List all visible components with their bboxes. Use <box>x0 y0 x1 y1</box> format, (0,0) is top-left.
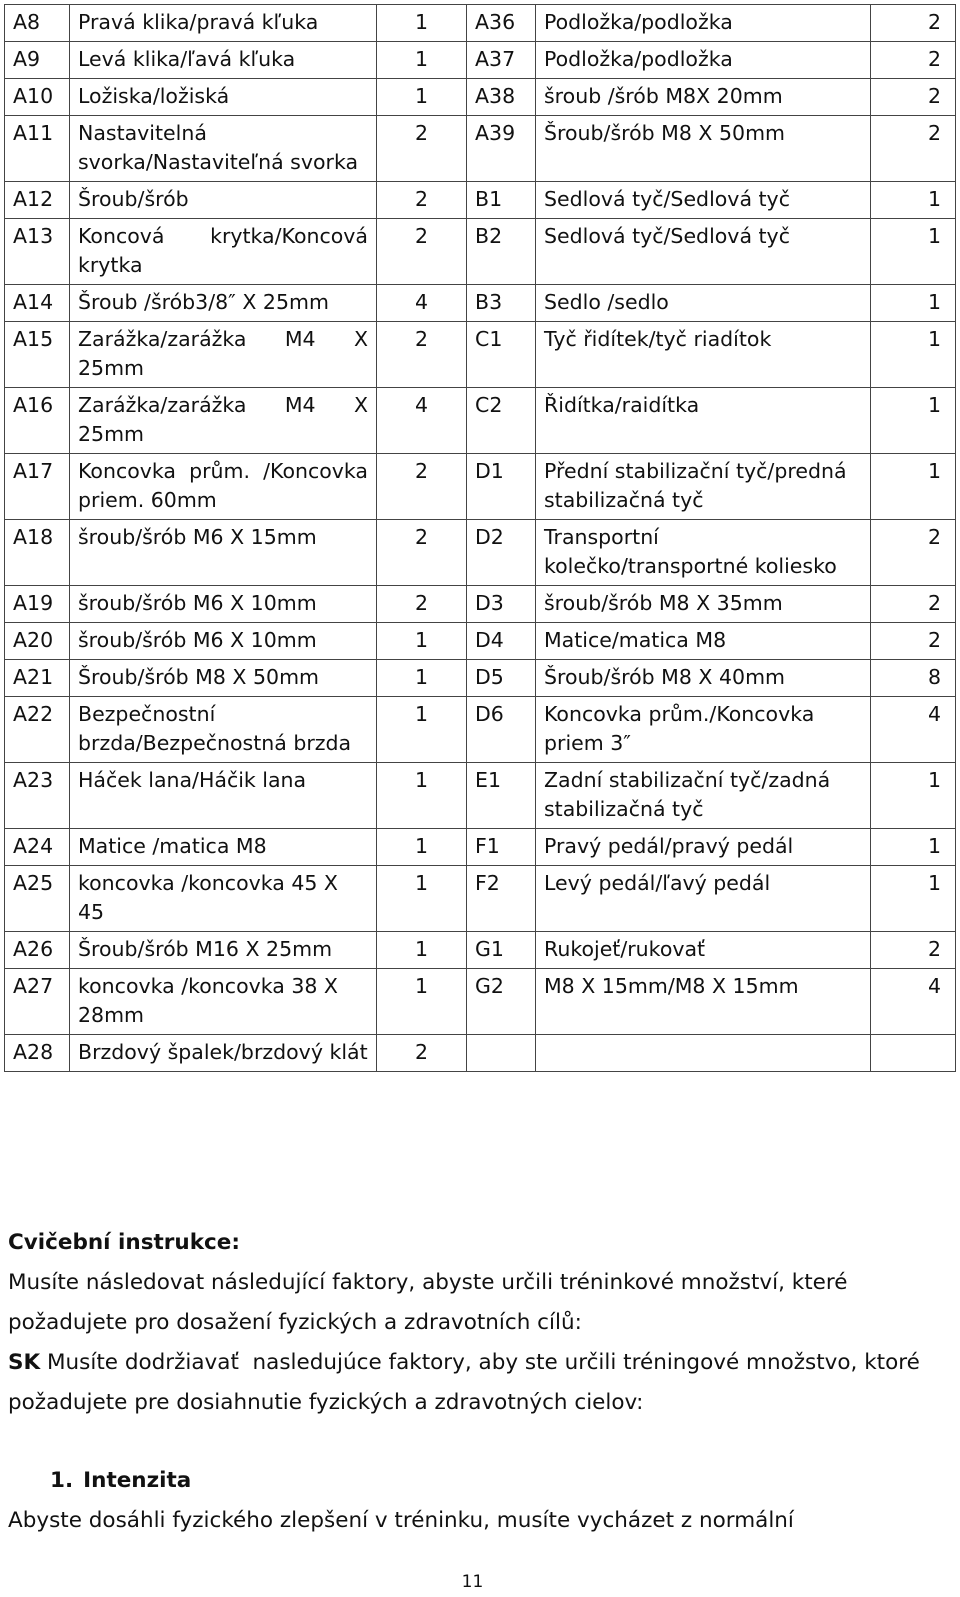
table-row <box>5 932 956 969</box>
table-row <box>5 660 956 697</box>
part-code-left: A21 <box>5 660 70 697</box>
part-code-left: A13 <box>5 219 70 285</box>
parts-table <box>4 4 956 1072</box>
part-name-right: Koncovka prům./Koncovka priem 3″ <box>536 697 871 763</box>
part-code-left: A22 <box>5 697 70 763</box>
part-qty-left: 1 <box>377 660 467 697</box>
table-row <box>5 388 956 454</box>
part-qty-right: 2 <box>871 5 956 42</box>
table-row <box>5 520 956 586</box>
part-qty-right: 8 <box>871 660 956 697</box>
part-qty-left: 2 <box>377 116 467 182</box>
part-qty-right: 1 <box>871 829 956 866</box>
part-code-left: A24 <box>5 829 70 866</box>
part-code-right: C2 <box>467 388 536 454</box>
part-qty-right: 2 <box>871 932 956 969</box>
part-name-left: Bezpečnostní brzda/Bezpečnostná brzda <box>70 697 377 763</box>
part-name-left: koncovka /koncovka 45 X 45 <box>70 866 377 932</box>
table-row <box>5 116 956 182</box>
table-row <box>5 623 956 660</box>
part-qty-left: 4 <box>377 388 467 454</box>
part-qty-right: 2 <box>871 42 956 79</box>
section-body-text: Abyste dosáhli fyzického zlepšení v tréninku, musíte vycházet z normální <box>8 1508 794 1533</box>
part-qty-right: 2 <box>871 116 956 182</box>
part-code-right: G2 <box>467 969 536 1035</box>
part-code-right <box>467 1035 536 1072</box>
part-name-left: Matice /matica M8 <box>70 829 377 866</box>
part-qty-right: 4 <box>871 697 956 763</box>
part-name-left: Zarážka/zarážka M4 X 25mm <box>70 388 377 454</box>
section-title: Intenzita <box>83 1468 192 1493</box>
table-row <box>5 454 956 520</box>
part-code-right: F1 <box>467 829 536 866</box>
part-code-right: D4 <box>467 623 536 660</box>
part-qty-right: 2 <box>871 623 956 660</box>
part-name-right: M8 X 15mm/M8 X 15mm <box>536 969 871 1035</box>
table-row <box>5 219 956 285</box>
part-name-right: Levý pedál/ľavý pedál <box>536 866 871 932</box>
part-code-right: A37 <box>467 42 536 79</box>
table-row <box>5 969 956 1035</box>
part-code-right: D1 <box>467 454 536 520</box>
part-code-left: A17 <box>5 454 70 520</box>
part-qty-right: 2 <box>871 520 956 586</box>
part-code-left: A19 <box>5 586 70 623</box>
part-code-left: A16 <box>5 388 70 454</box>
part-code-left: A10 <box>5 79 70 116</box>
part-code-left: A23 <box>5 763 70 829</box>
part-name-right: Tyč řidítek/tyč riadítok <box>536 322 871 388</box>
part-name-left: Nastavitelná svorka/Nastaviteľná svorka <box>70 116 377 182</box>
part-name-left: Pravá klika/pravá kľuka <box>70 5 377 42</box>
page-number: 11 <box>461 1572 484 1592</box>
part-qty-left: 1 <box>377 932 467 969</box>
part-qty-left: 4 <box>377 285 467 322</box>
part-qty-left: 1 <box>377 866 467 932</box>
part-code-right: D3 <box>467 586 536 623</box>
instructions-sk-paragraph <box>8 1343 948 1423</box>
part-qty-right: 1 <box>871 219 956 285</box>
part-qty-right: 1 <box>871 388 956 454</box>
part-qty-left: 2 <box>377 1035 467 1072</box>
table-row <box>5 697 956 763</box>
part-code-right: G1 <box>467 932 536 969</box>
part-name-left: Koncovka prům. /Koncovka priem. 60mm <box>70 454 377 520</box>
part-name-right: Podložka/podložka <box>536 42 871 79</box>
part-code-right: A38 <box>467 79 536 116</box>
part-code-left: A28 <box>5 1035 70 1072</box>
table-row <box>5 763 956 829</box>
part-code-left: A18 <box>5 520 70 586</box>
part-code-right: A36 <box>467 5 536 42</box>
part-code-left: A8 <box>5 5 70 42</box>
part-name-left: Brzdový špalek/brzdový klát <box>70 1035 377 1072</box>
part-code-right: A39 <box>467 116 536 182</box>
part-name-left: šroub/šrób M6 X 15mm <box>70 520 377 586</box>
part-qty-left: 1 <box>377 829 467 866</box>
part-name-left: Zarážka/zarážka M4 X 25mm <box>70 322 377 388</box>
part-name-right: Zadní stabilizační tyč/zadná stabilizačná tyč <box>536 763 871 829</box>
table-row <box>5 285 956 322</box>
part-name-left: Háček lana/Háčik lana <box>70 763 377 829</box>
part-name-left: Koncová krytka/Koncová krytka <box>70 219 377 285</box>
part-qty-left: 2 <box>377 454 467 520</box>
part-qty-right: 2 <box>871 586 956 623</box>
part-name-left: šroub/šrób M6 X 10mm <box>70 586 377 623</box>
part-name-right: Řidítka/raidítka <box>536 388 871 454</box>
part-qty-left: 1 <box>377 79 467 116</box>
part-code-left: A20 <box>5 623 70 660</box>
part-qty-left: 1 <box>377 969 467 1035</box>
part-qty-left: 2 <box>377 182 467 219</box>
instructions-heading: Cvičební instrukce: <box>8 1230 240 1255</box>
instructions-section <box>8 1223 948 1541</box>
part-qty-right <box>871 1035 956 1072</box>
part-name-right: Šroub/šrób M8 X 40mm <box>536 660 871 697</box>
part-name-left: Šroub/šrób M8 X 50mm <box>70 660 377 697</box>
table-row <box>5 866 956 932</box>
part-code-right: E1 <box>467 763 536 829</box>
part-name-right: Pravý pedál/pravý pedál <box>536 829 871 866</box>
table-row <box>5 182 956 219</box>
part-qty-right: 2 <box>871 79 956 116</box>
section-heading-intensity <box>8 1461 948 1501</box>
part-qty-right: 1 <box>871 454 956 520</box>
part-name-right: Podložka/podložka <box>536 5 871 42</box>
part-code-left: A14 <box>5 285 70 322</box>
part-code-right: D2 <box>467 520 536 586</box>
part-name-right: šroub/šrób M8 X 35mm <box>536 586 871 623</box>
part-name-left: Levá klika/ľavá kľuka <box>70 42 377 79</box>
table-row <box>5 42 956 79</box>
part-name-right <box>536 1035 871 1072</box>
table-row <box>5 79 956 116</box>
part-name-left: šroub/šrób M6 X 10mm <box>70 623 377 660</box>
part-qty-right: 1 <box>871 866 956 932</box>
part-name-right: Transportní kolečko/transportné koliesko <box>536 520 871 586</box>
instructions-sk-text: Musíte dodržiavať nasledujúce faktory, aby ste určili tréningové množstvo, ktoré požadujete pre dosiahnutie fyzických a zdravotných cielov: <box>8 1350 927 1415</box>
part-code-right: D6 <box>467 697 536 763</box>
part-name-right: Sedlová tyč/Sedlová tyč <box>536 219 871 285</box>
part-code-right: D5 <box>467 660 536 697</box>
table-row <box>5 829 956 866</box>
part-code-right: B2 <box>467 219 536 285</box>
part-qty-left: 2 <box>377 219 467 285</box>
part-qty-right: 1 <box>871 182 956 219</box>
part-name-left: koncovka /koncovka 38 X 28mm <box>70 969 377 1035</box>
part-name-right: Sedlo /sedlo <box>536 285 871 322</box>
part-qty-left: 1 <box>377 42 467 79</box>
part-name-right: Přední stabilizační tyč/predná stabilizačná tyč <box>536 454 871 520</box>
part-name-right: Šroub/šrób M8 X 50mm <box>536 116 871 182</box>
part-qty-left: 1 <box>377 5 467 42</box>
part-code-right: B3 <box>467 285 536 322</box>
part-qty-left: 1 <box>377 697 467 763</box>
table-row <box>5 1035 956 1072</box>
table-row <box>5 586 956 623</box>
part-qty-right: 1 <box>871 763 956 829</box>
part-qty-left: 1 <box>377 763 467 829</box>
part-code-right: C1 <box>467 322 536 388</box>
part-qty-right: 1 <box>871 285 956 322</box>
part-qty-left: 2 <box>377 322 467 388</box>
part-qty-right: 1 <box>871 322 956 388</box>
part-code-left: A9 <box>5 42 70 79</box>
table-row <box>5 322 956 388</box>
section-number: 1. <box>50 1468 74 1493</box>
part-name-left: Šroub /šrób3/8″ X 25mm <box>70 285 377 322</box>
part-name-right: Rukojeť/rukovať <box>536 932 871 969</box>
part-qty-left: 1 <box>377 623 467 660</box>
instructions-cz-text: Musíte následovat následující faktory, abyste určili tréninkové množství, které požadujete pro dosažení fyzických a zdravotních cílů: <box>8 1270 848 1335</box>
part-name-left: Šroub/šrób <box>70 182 377 219</box>
part-code-left: A27 <box>5 969 70 1035</box>
sk-language-label: SK <box>8 1350 41 1375</box>
part-code-right: F2 <box>467 866 536 932</box>
part-qty-right: 4 <box>871 969 956 1035</box>
parts-table-body <box>5 5 956 1072</box>
part-code-left: A15 <box>5 322 70 388</box>
part-code-left: A25 <box>5 866 70 932</box>
part-code-left: A11 <box>5 116 70 182</box>
part-qty-left: 2 <box>377 586 467 623</box>
part-code-left: A12 <box>5 182 70 219</box>
part-name-right: Sedlová tyč/Sedlová tyč <box>536 182 871 219</box>
part-name-left: Ložiska/ložiská <box>70 79 377 116</box>
table-row <box>5 5 956 42</box>
part-name-right: Matice/matica M8 <box>536 623 871 660</box>
part-qty-left: 2 <box>377 520 467 586</box>
part-name-right: šroub /šrób M8X 20mm <box>536 79 871 116</box>
part-code-right: B1 <box>467 182 536 219</box>
part-code-left: A26 <box>5 932 70 969</box>
part-name-left: Šroub/šrób M16 X 25mm <box>70 932 377 969</box>
